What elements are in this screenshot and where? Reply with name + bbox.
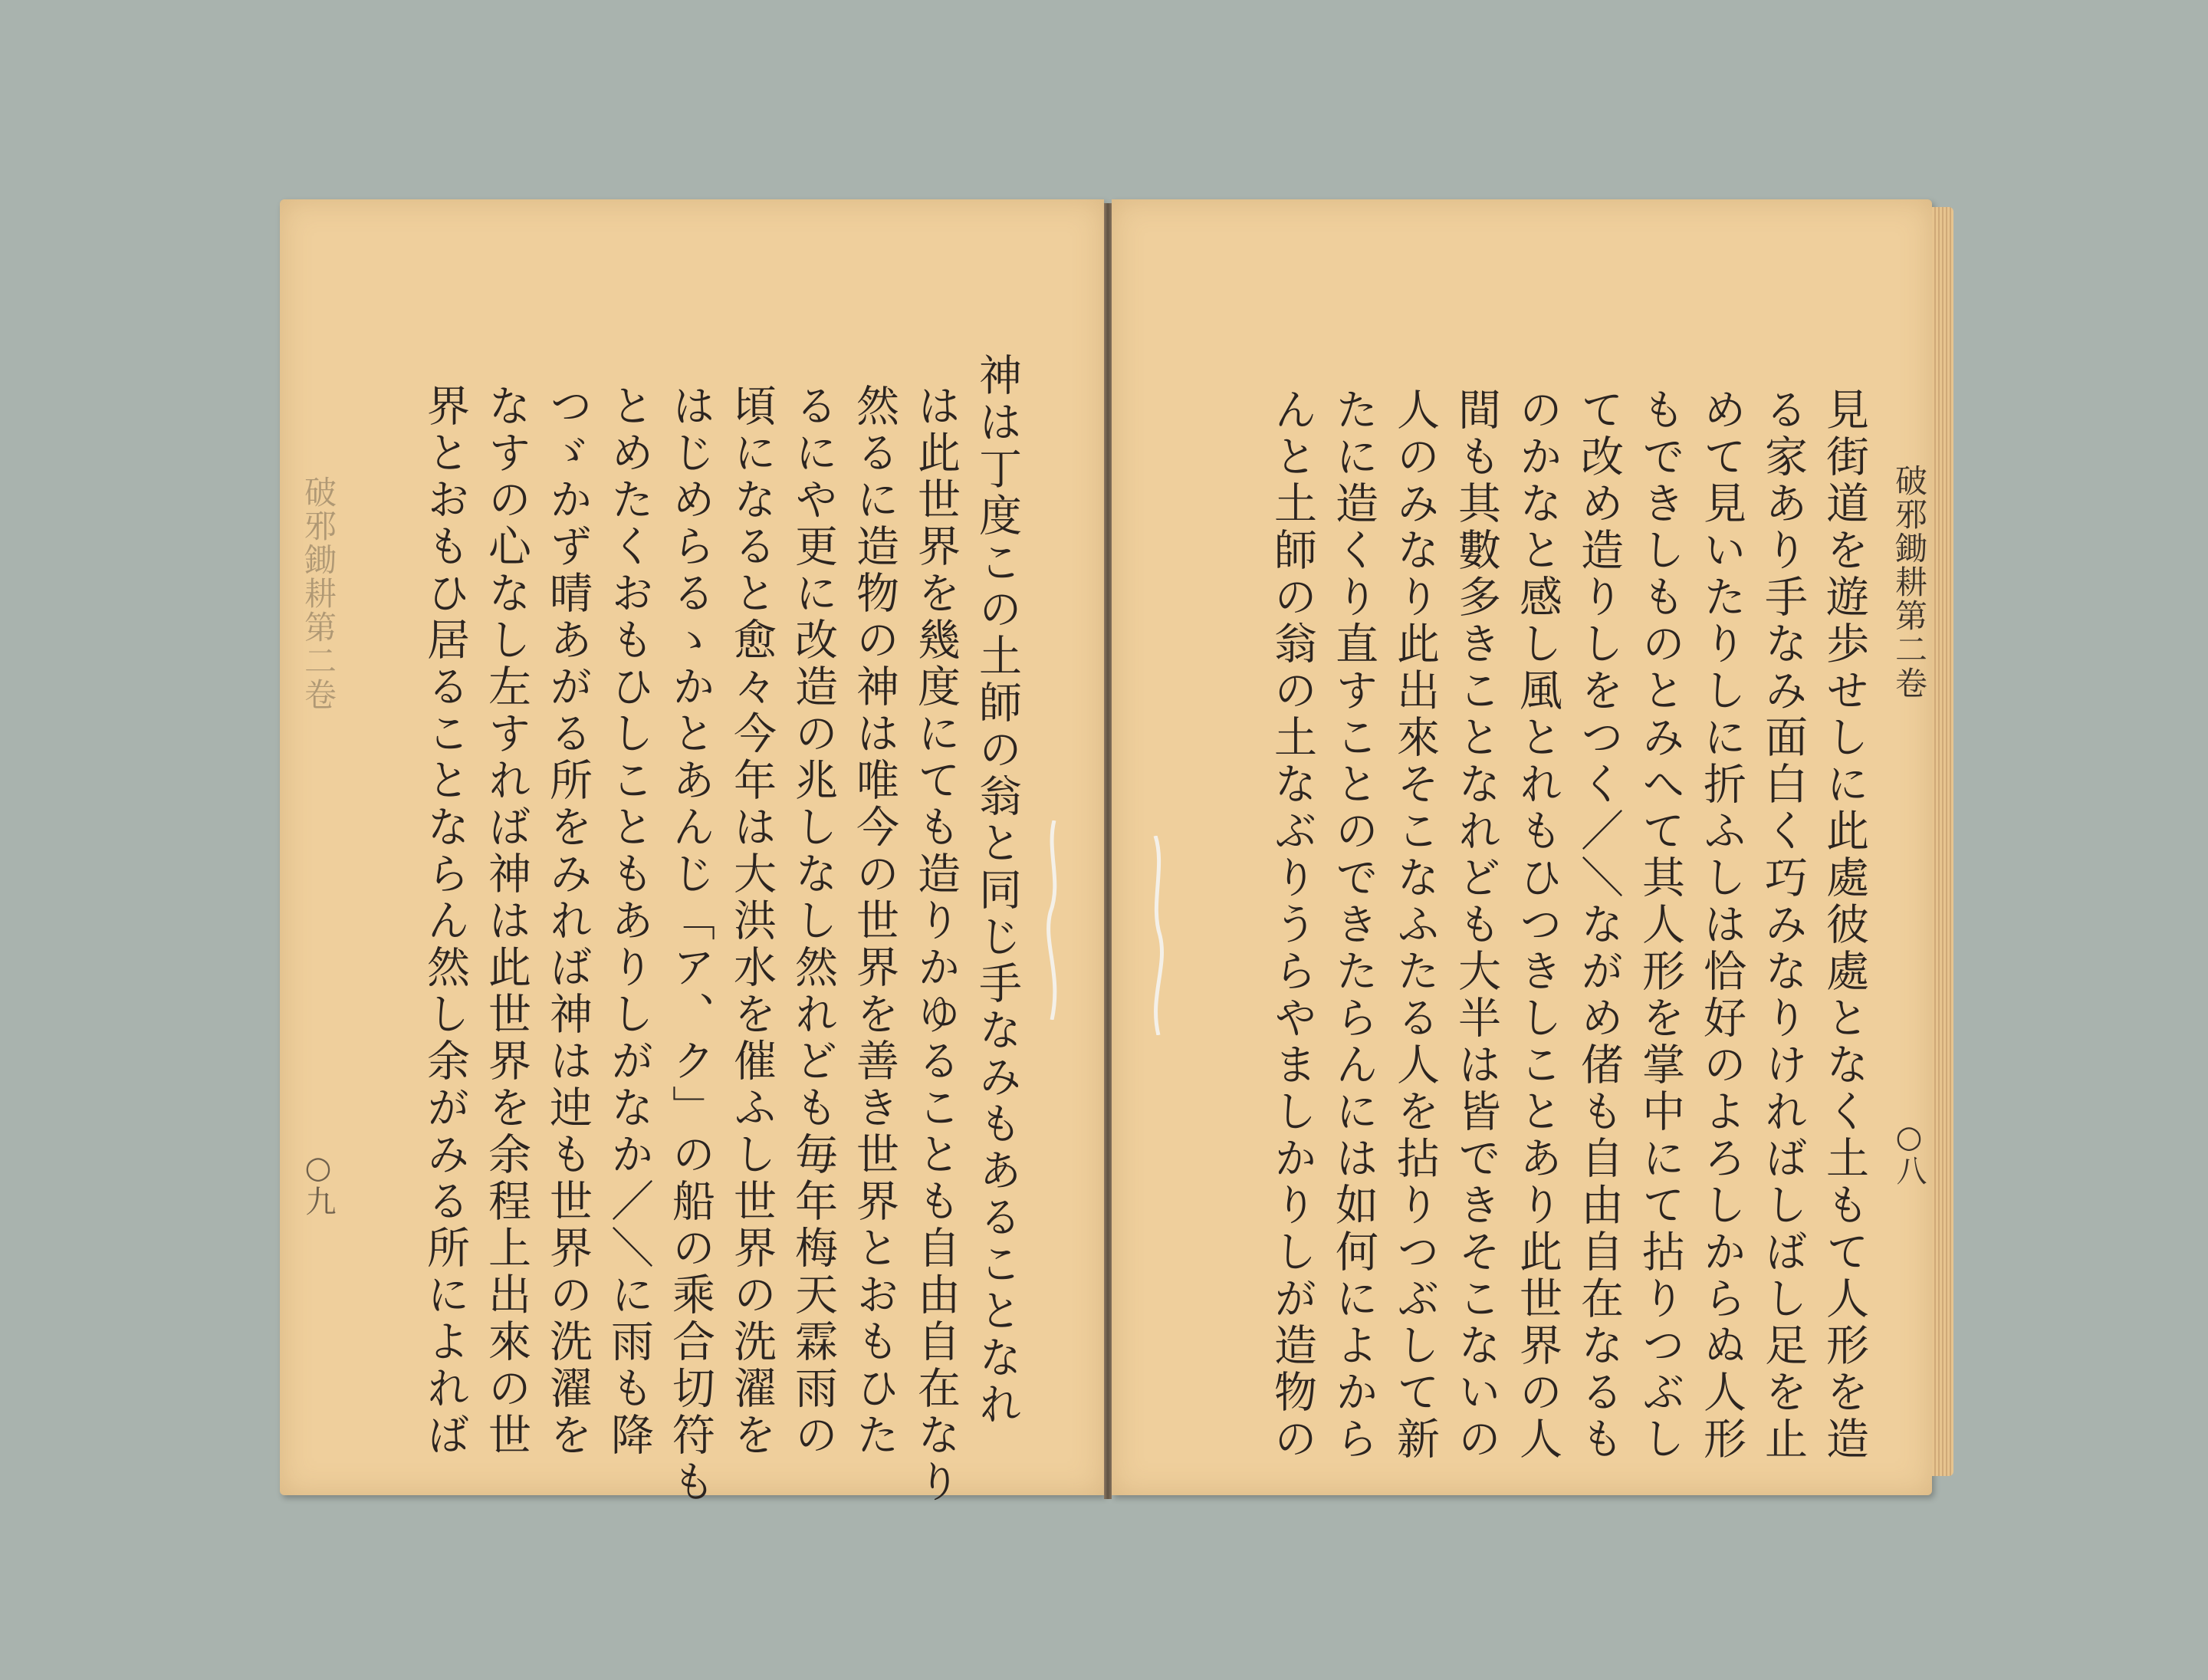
text-line: 界とおもひ居ることならん然し余がみる所によれば <box>420 383 470 1459</box>
text-line: んと土師の翁の土なぶりうらやましかりしが造物の <box>1267 387 1317 1463</box>
text-line: て改め造りしをつく／＼ながめ偖も自由自在なるも <box>1574 387 1624 1463</box>
running-head-right: 破邪鋤耕第二卷 <box>1891 464 1928 700</box>
text-line: 人のみなり此出來そこなふたる人を拈りつぶして新 <box>1390 387 1440 1463</box>
folio-left: ○九 <box>301 1150 336 1216</box>
book-gutter <box>1104 203 1112 1499</box>
paper-tear <box>1146 836 1169 1035</box>
text-line: 然るに造物の神は唯今の世界を善き世界とおもひた <box>849 383 899 1459</box>
text-line: 見街道を遊歩せしに此處彼處となく土もて人形を造 <box>1819 387 1869 1463</box>
text-line: めて見いたりしに折ふしは恰好のよろしからぬ人形 <box>1697 387 1746 1463</box>
text-line: る家あり手なみ面白く巧みなりければしばし足を止 <box>1758 387 1808 1463</box>
text-line: 間も其數多きことなれども大半は皆できそこないの <box>1451 387 1501 1463</box>
text-line: なすの心なし左すれば神は此世界を余程上出來の世 <box>481 383 531 1459</box>
text-line: 頃になると愈々今年は大洪水を催ふし世界の洗濯を <box>727 383 777 1459</box>
text-line: 神は丁度この土師の翁と同じ手なみもあることなれ <box>972 353 1022 1428</box>
running-head-left: 破邪鋤耕第二卷 <box>300 475 337 712</box>
left-page <box>280 199 1104 1506</box>
text-line: もできしものとみへて其人形を掌中にて拈りつぶし <box>1635 387 1685 1463</box>
text-line: のかなと感し風とれもひつきしことあり此世界の人 <box>1513 387 1562 1463</box>
text-line: はじめらるゝかとあんじ「ア、ク」の船の乘合切符も <box>665 383 715 1506</box>
folio-right: ○八 <box>1891 1119 1927 1185</box>
open-book <box>272 188 1959 1506</box>
right-page <box>1112 199 1932 1495</box>
text-line: とめたくおもひしこともありしがなか／＼に雨も降 <box>604 383 654 1459</box>
text-line: つゞかず晴あがる所をみれば神は迚も世界の洗濯を <box>543 383 593 1459</box>
paper-tear <box>1043 820 1066 1020</box>
text-line: は此世界を幾度にても造りかゆることも自由自在なり <box>911 383 961 1506</box>
text-line: るにや更に改造の兆しなし然れども毎年梅天霖雨の <box>788 383 838 1459</box>
text-line: たに造くり直すことのできたらんには如何によから <box>1329 387 1378 1463</box>
